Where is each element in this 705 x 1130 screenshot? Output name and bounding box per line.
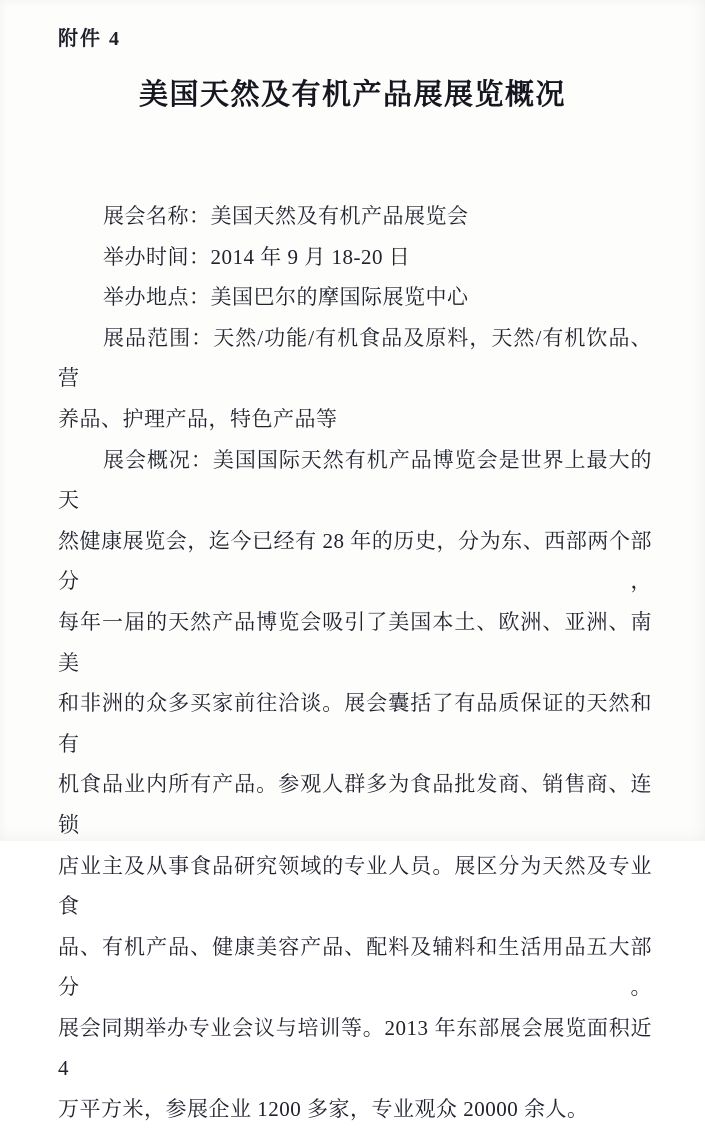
line-overview-5: 机食品业内所有产品。参观人群多为食品批发商、销售商、连锁: [58, 772, 652, 837]
line-scope-1: 展品范围：天然/功能/有机食品及原料，天然/有机饮品、营: [58, 325, 652, 391]
line-overview-6: 店业主及从事食品研究领域的专业人员。展区分为天然及专业食: [58, 853, 652, 919]
line-overview-3: 每年一届的天然产品博览会吸引了美国本土、欧洲、亚洲、南美: [58, 609, 652, 675]
line-overview-2: 然健康展览会，迄今已经有 28 年的历史，分为东、西部两个部分，: [58, 528, 652, 594]
line-scope-2: 养品、护理产品，特色产品等: [58, 406, 338, 431]
document-body: [58, 196, 652, 1130]
line-overview-1: 展会概况：美国国际天然有机产品博览会是世界上最大的天: [58, 447, 652, 513]
line-overview-4: 和非洲的众多买家前往洽谈。展会囊括了有品质保证的天然和有: [58, 691, 652, 756]
line-overview-7: 品、有机产品、健康美容产品、配料及辅料和生活用品五大部分。: [58, 934, 652, 1000]
line-overview-9: 万平方米，参展企业 1200 多家，专业观众 20000 余人。: [58, 1097, 589, 1122]
page-title: 美国天然及有机产品展展览概况: [138, 79, 566, 111]
line-exhibition-name: 展会名称：美国天然及有机产品展览会: [103, 204, 469, 228]
attachment-label: 附件 4: [58, 28, 121, 50]
line-date: 举办时间：2014 年 9 月 18-20 日: [103, 244, 411, 269]
line-overview-8: 展会同期举办专业会议与培训等。2013 年东部展会展览面积近 4: [58, 1015, 652, 1081]
line-location: 举办地点：美国巴尔的摩国际展览中心: [103, 285, 469, 310]
